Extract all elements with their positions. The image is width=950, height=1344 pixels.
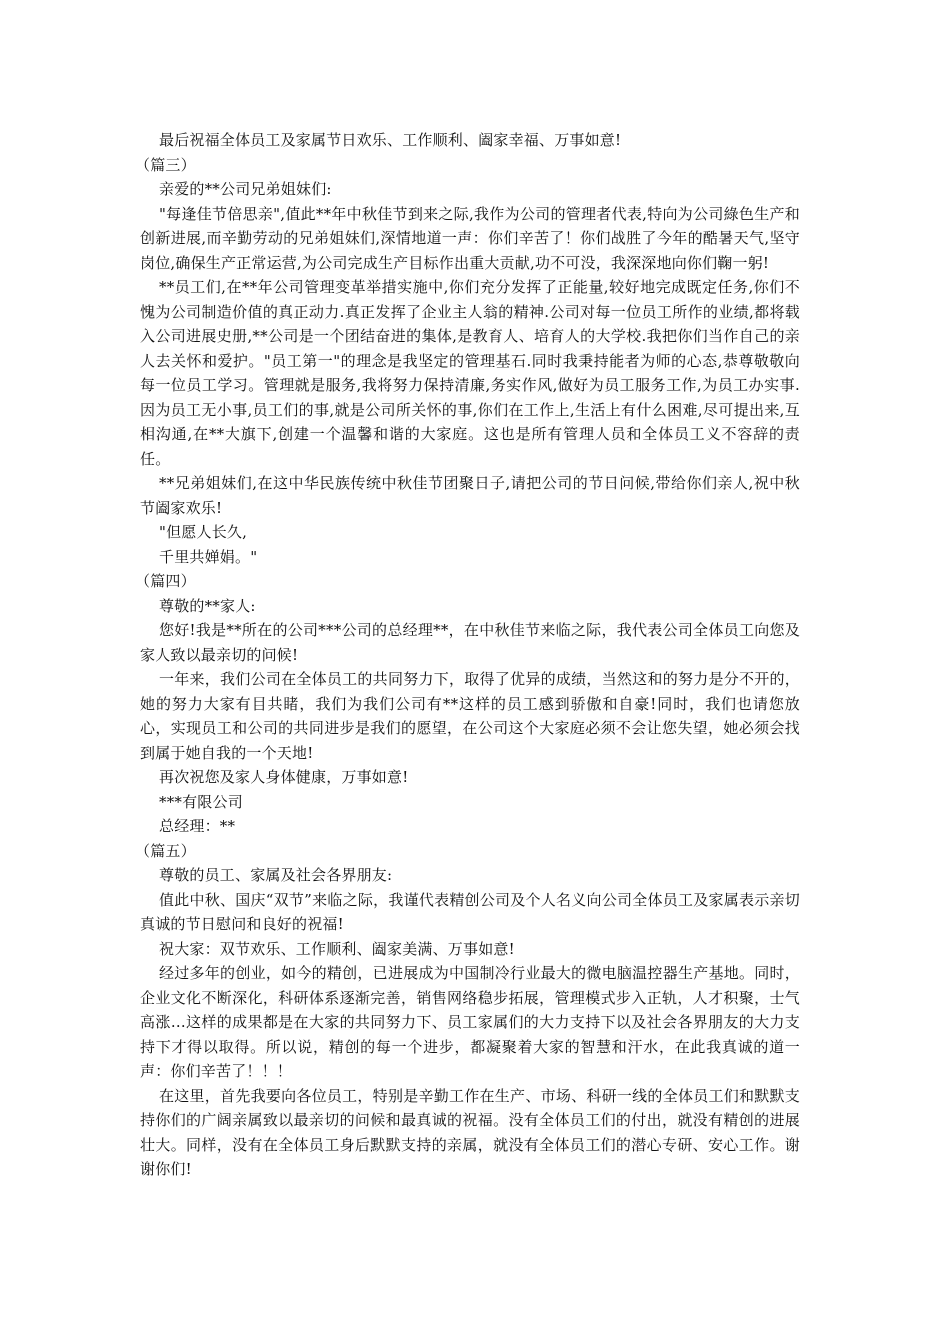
paragraph: ***有限公司 — [159, 792, 243, 811]
paragraph: 最后祝福全体员工及家属节日欢乐、工作顺利、阖家幸福、万事如意! — [159, 131, 622, 149]
paragraph: 再次祝您及家人身体健康，万事如意! — [159, 768, 409, 786]
paragraph: 您好!我是**所在的公司***公司的总经理**，在中秋佳节来临之际，我代表公司全体员工向您及家人致以最亲切的问候! — [140, 621, 800, 664]
section-heading: （篇四） — [135, 572, 196, 590]
paragraph: "每逢佳节倍思亲",值此**年中秋佳节到来之际,我作为公司的管理者代表,特向为公司綠色生产和创新进展,而辛勤劳动的兄弟姐妹们,深情地道一声：你们辛苦了！你们战胜了今年的酷暑天气,坚守岗位,确保生产正常运营,为公司完成生产目标作出重大贡献,功不可没，我深深地向你们鞠一躬! — [140, 204, 800, 272]
section-heading: （篇五） — [135, 841, 196, 860]
paragraph: 尊敬的员工、家属及社会各界朋友: — [159, 866, 393, 884]
section-heading: （篇三） — [135, 155, 196, 174]
paragraph: 尊敬的**家人: — [159, 596, 256, 615]
paragraph: 总经理：** — [159, 817, 236, 835]
paragraph: 千里共婵娟。" — [159, 547, 258, 566]
paragraph: **兄弟姐妹们,在这中华民族传统中秋佳节团聚日子,请把公司的节日问候,带给你们亲人,祝中秋节阖家欢乐! — [140, 474, 800, 517]
paragraph: "但愿人长久, — [159, 523, 248, 541]
paragraph: 亲爱的**公司兄弟姐妹们: — [159, 180, 332, 198]
paragraph: 经过多年的创业，如今的精创，已进展成为中国制冷行业最大的微电脑温控器生产基地。同时，企业文化不断深化，科研体系逐渐完善，销售网络稳步拓展，管理模式步入正轨，人才积聚，士气高涨…这样的成果都是在大家的共同努力下、员工家属们的大力支持下以及社会各界朋友的大力支持下才得以取得。所以说，精创的每一个进步，都凝聚着大家的智慧和汗水，在此我真诚的道一声：你们辛苦了！！！ — [140, 964, 800, 1080]
document-body — [135, 128, 800, 1182]
paragraph: 在这里，首先我要向各位员工，特别是辛勤工作在生产、市场、科研一线的全体员工们和默默支持你们的广阔亲属致以最亲切的问候和最真诚的祝福。没有全体员工们的付出，就没有精创的进展壮大。同样，没有在全体员工身后默默支持的亲属，就没有全体员工们的潜心专研、安心工作。谢谢你们! — [140, 1086, 800, 1178]
paragraph: 一年来，我们公司在全体员工的共同努力下，取得了优异的成绩，当然这和的努力是分不开的，她的努力大家有目共睹，我们为我们公司有**这样的员工感到骄傲和自豪!同时，我们也请您放心，实现员工和公司的共同进步是我们的愿望，在公司这个大家庭必须不会让您失望，她必须会找到属于她自我的一个天地! — [140, 670, 800, 762]
paragraph: **员工们,在**年公司管理变革举措实施中,你们充分发挥了正能量,较好地完成既定任务,你们不愧为公司制造价值的真正动力.真正发挥了企业主人翁的精神.公司对每一位员工所作的业绩,都将载入公司进展史册,**公司是一个团结奋进的集体,是教育人、培育人的大学校.我把你们当作自己的亲人去关怀和爱护。"员工第一"的理念是我坚定的管理基石.同时我秉持能者为师的心态,恭尊敬敬向每一位员工学习。管理就是服务,我将努力保持清廉,务实作风,做好为员工服务工作,为员工办实事.因为员工无小事,员工们的事,就是公司所关怀的事,你们在工作上,生活上有什么困难,尽可提出来,互相沟通,在**大旗下,创建一个温馨和谐的大家庭。这也是所有管理人员和全体员工义不容辞的责任。 — [140, 278, 800, 468]
paragraph: 祝大家：双节欢乐、工作顺利、阖家美满、万事如意! — [159, 939, 515, 958]
paragraph: 值此中秋、国庆“双节”来临之际，我谨代表精创公司及个人名义向公司全体员工及家属表示亲切真诚的节日慰问和良好的祝福! — [140, 890, 800, 933]
